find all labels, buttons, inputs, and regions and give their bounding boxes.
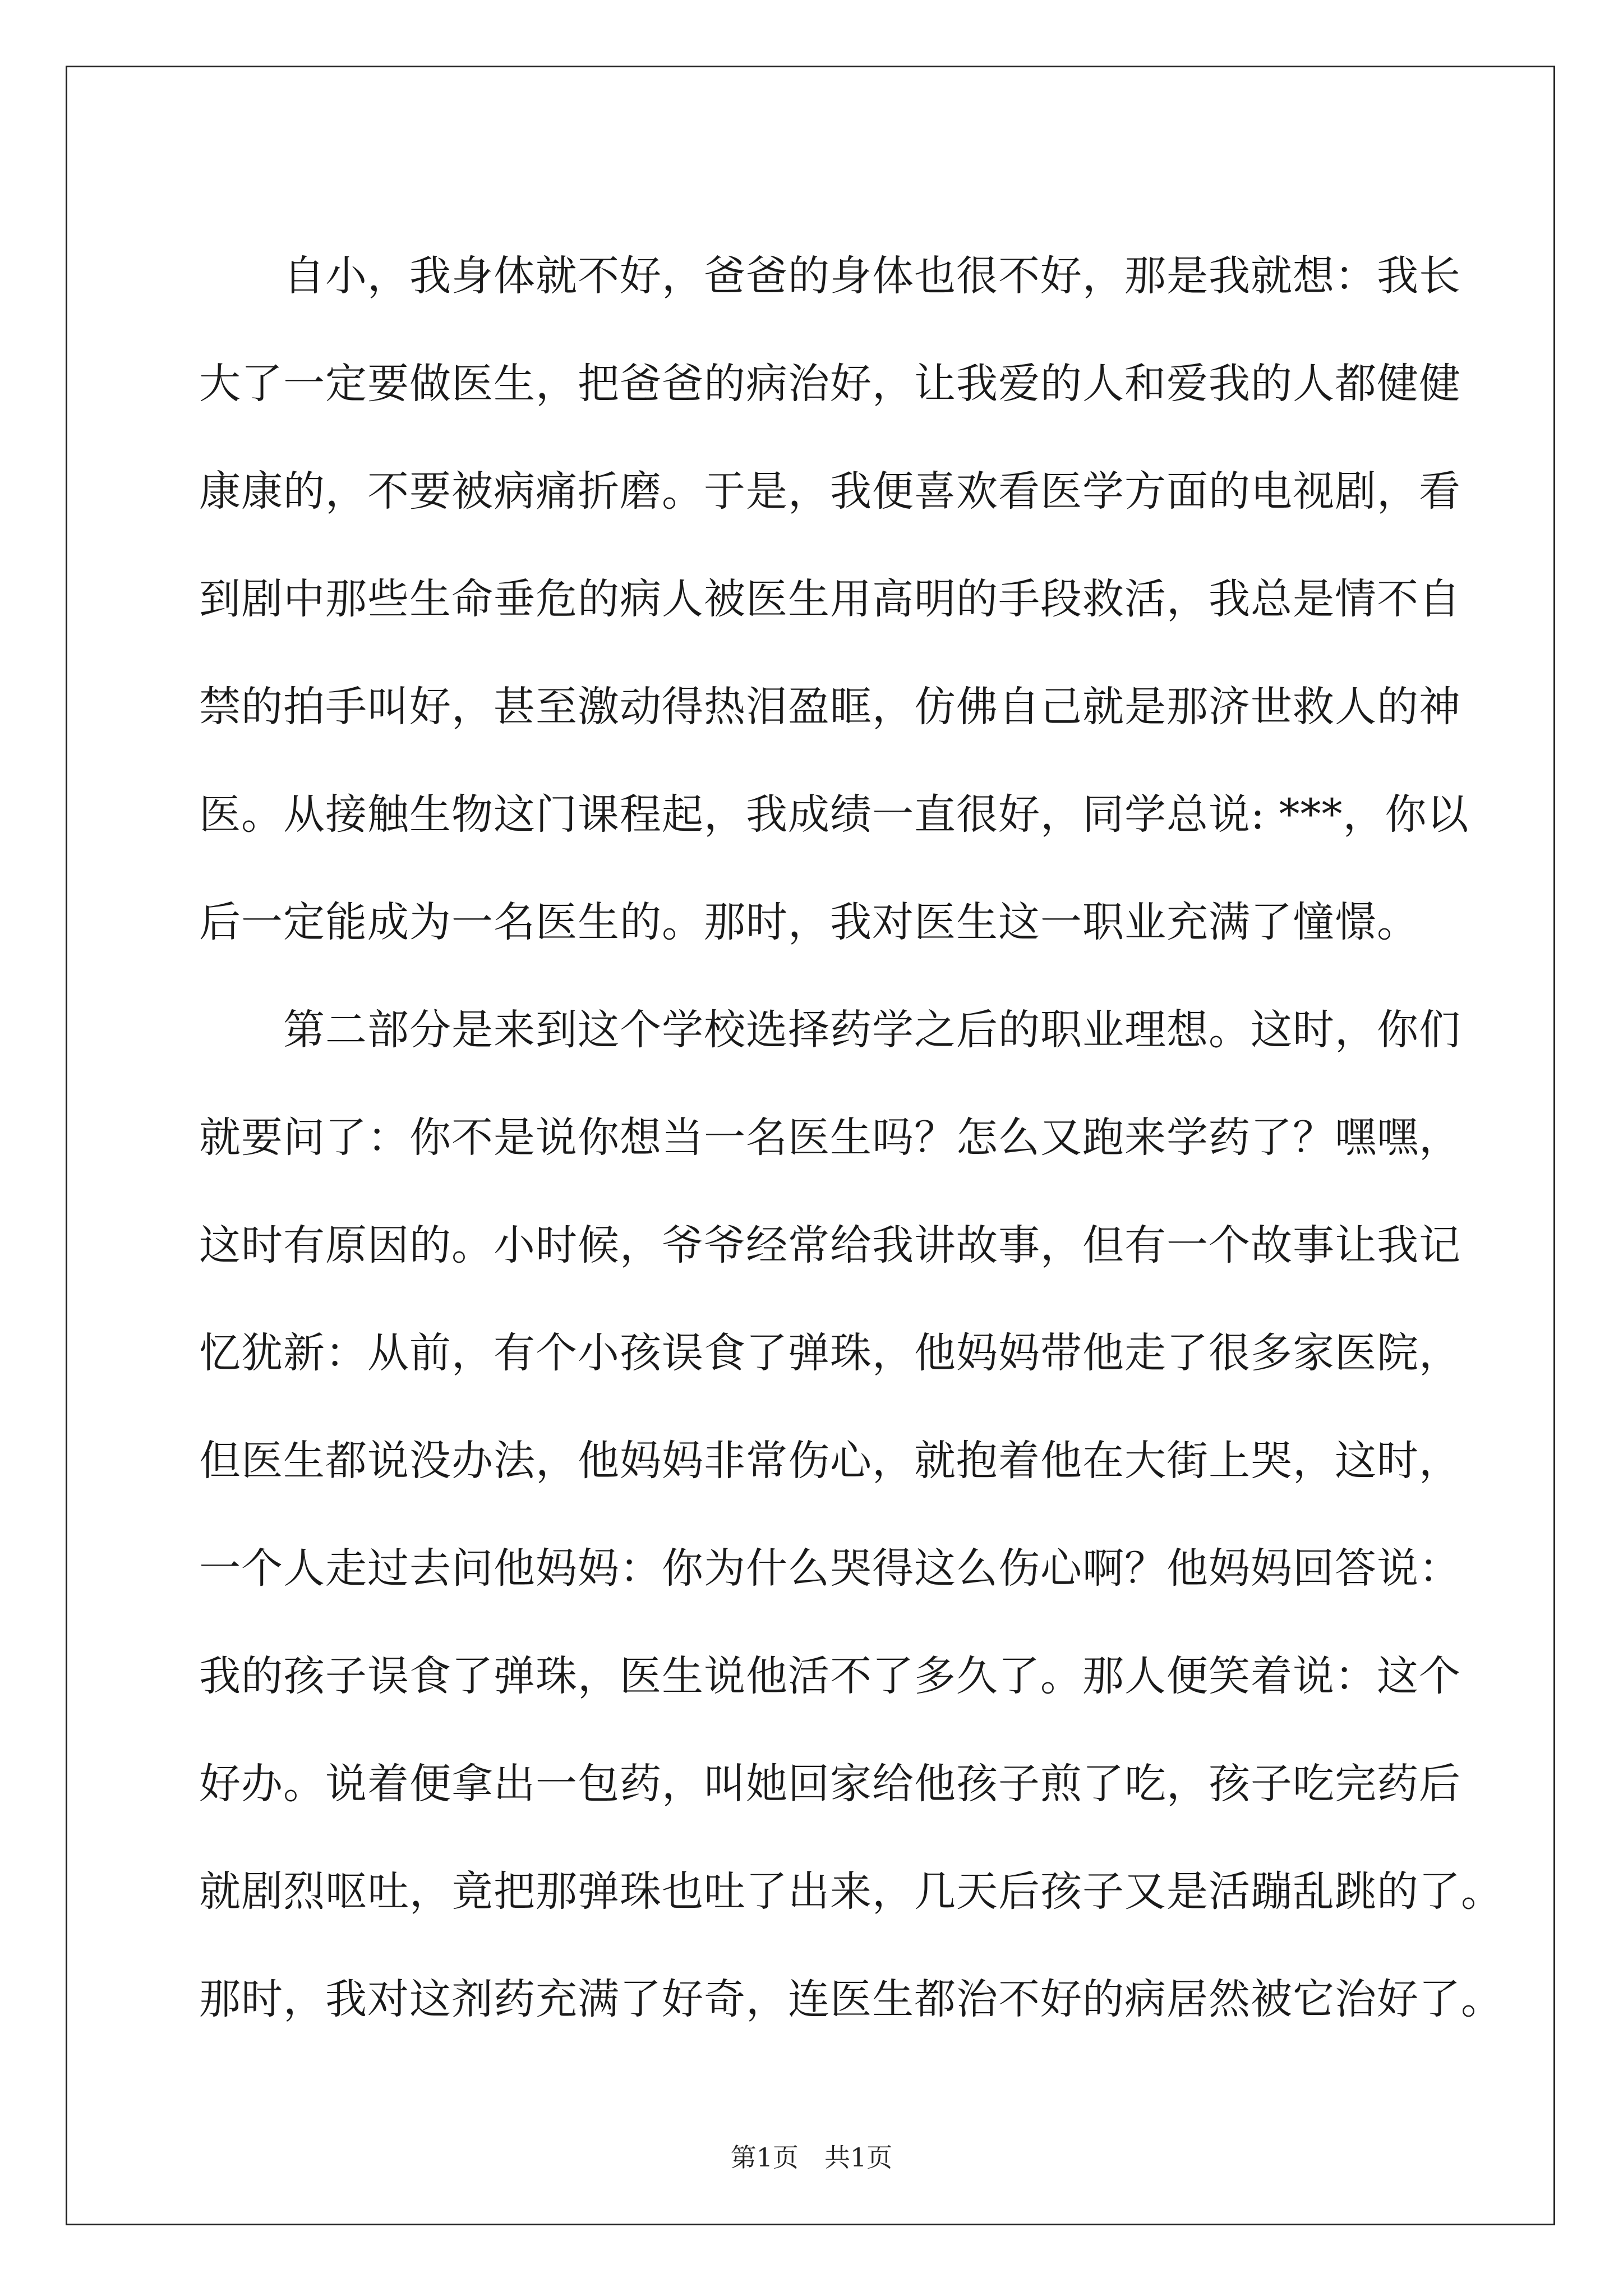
text-line: 禁的拍手叫好，甚至激动得热泪盈眶，仿佛自己就是那济世救人的神 (199, 683, 1461, 731)
text-line: 好办。说着便拿出一包药，叫她回家给他孩子煎了吃，孩子吃完药后 (199, 1760, 1461, 1808)
text-line: 我的孩子误食了弹珠，医生说他活不了多久了。那人便笑着说：这个 (199, 1652, 1461, 1700)
text-line: 忆犹新：从前，有个小孩误食了弹珠，他妈妈带他走了很多家医院， (199, 1329, 1461, 1377)
text-line: 自小，我身体就不好，爸爸的身体也很不好，那是我就想：我长 (199, 252, 1461, 300)
document-body (199, 222, 1503, 2053)
text-line: 到剧中那些生命垂危的病人被医生用高明的手段救活，我总是情不自 (199, 575, 1461, 623)
text-line: 但医生都说没办法，他妈妈非常伤心，就抱着他在大街上哭，这时， (199, 1437, 1461, 1485)
text-line: 医。从接触生物这门课程起，我成绩一直很好，同学总说: ***，你以 (199, 790, 1469, 839)
page-total: 共1页 (824, 2142, 893, 2173)
page-number: 第1页 (730, 2142, 799, 2173)
text-line: 一个人走过去问他妈妈：你为什么哭得这么伤心啊？他妈妈回答说： (199, 1544, 1461, 1593)
text-line: 大了一定要做医生，把爸爸的病治好，让我爱的人和爱我的人都健健 (199, 360, 1461, 408)
text-line: 就剧烈呕吐，竟把那弹珠也吐了出来，几天后孩子又是活蹦乱跳的了。 (199, 1867, 1503, 1916)
text-line: 这时有原因的。小时候，爷爷经常给我讲故事，但有一个故事让我记 (199, 1221, 1461, 1269)
text-line: 康康的，不要被病痛折磨。于是，我便喜欢看医学方面的电视剧，看 (199, 467, 1461, 516)
text-line: 就要问了：你不是说你想当一名医生吗？怎么又跑来学药了？嘿嘿， (199, 1114, 1461, 1162)
text-line: 第二部分是来到这个学校选择药学之后的职业理想。这时，你们 (199, 1006, 1461, 1054)
page-footer (0, 2137, 1623, 2174)
text-line: 那时，我对这剂药充满了好奇，连医生都治不好的病居然被它治好了。 (199, 1975, 1503, 2023)
text-line: 后一定能成为一名医生的。那时，我对医生这一职业充满了憧憬。 (199, 898, 1419, 946)
